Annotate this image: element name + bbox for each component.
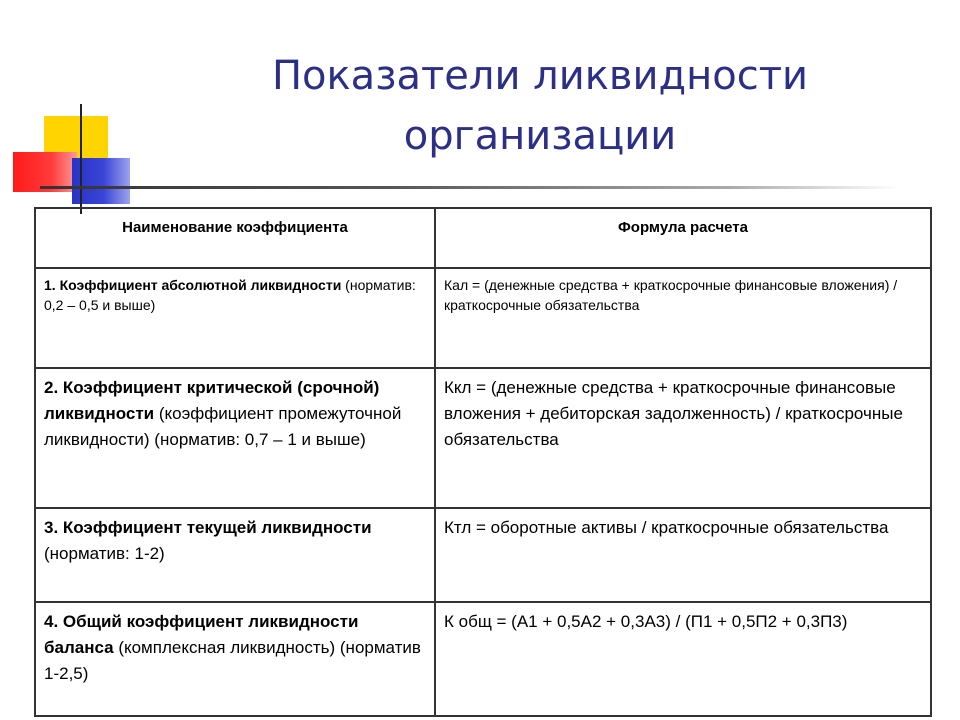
slide-title-line1: Показатели ликвидности [271, 53, 809, 99]
slide-title [150, 46, 930, 166]
table-row [35, 508, 931, 602]
slide-title-line2: организации [403, 113, 677, 159]
coef-formula-cell: Ктл = оборотные активы / краткосрочные обязательства [435, 508, 931, 602]
coef-name-rest: (норматив: 1-2) [44, 544, 165, 563]
coef-formula-cell: Ккл = (денежные средства + краткосрочные финансовые вложения + дебиторская задолженность) / краткосрочные обязательства [435, 368, 931, 508]
table-row [35, 268, 931, 368]
header-formula: Формула расчета [435, 208, 931, 268]
coef-name-rest: (норматив: 0,2 – 0,5 и выше) [44, 277, 416, 313]
table-row [35, 368, 931, 508]
liquidity-table [34, 207, 932, 717]
coef-name-cell [35, 508, 435, 602]
table-row [35, 602, 931, 716]
coef-name-bold: 4. Общий коэффициент ликвидности баланса [44, 612, 359, 657]
coef-name-rest: (коэффициент промежуточной ликвидности) (норматив: 0,7 – 1 и выше) [44, 404, 402, 449]
coef-name-bold: 1. Коэффициент абсолютной ликвидности [44, 277, 342, 293]
coef-name-bold: 3. Коэффициент текущей ликвидности [44, 518, 372, 537]
title-underline [40, 186, 900, 189]
coef-formula-cell: К общ = (А1 + 0,5А2 + 0,3А3) / (П1 + 0,5П2 + 0,3П3) [435, 602, 931, 716]
coef-name-cell [35, 602, 435, 716]
coef-formula-cell: Кал = (денежные средства + краткосрочные финансовые вложения) / краткосрочные обязательства [435, 268, 931, 368]
coef-name-rest: (комплексная ликвидность) (норматив 1-2,5) [44, 638, 421, 683]
logo-vertical-line [80, 104, 82, 214]
coef-name-bold: 2. Коэффициент критической (срочной) ликвидности [44, 378, 380, 423]
coef-name-cell [35, 268, 435, 368]
header-name: Наименование коэффициента [35, 208, 435, 268]
table-header-row [35, 208, 931, 268]
coef-name-cell [35, 368, 435, 508]
